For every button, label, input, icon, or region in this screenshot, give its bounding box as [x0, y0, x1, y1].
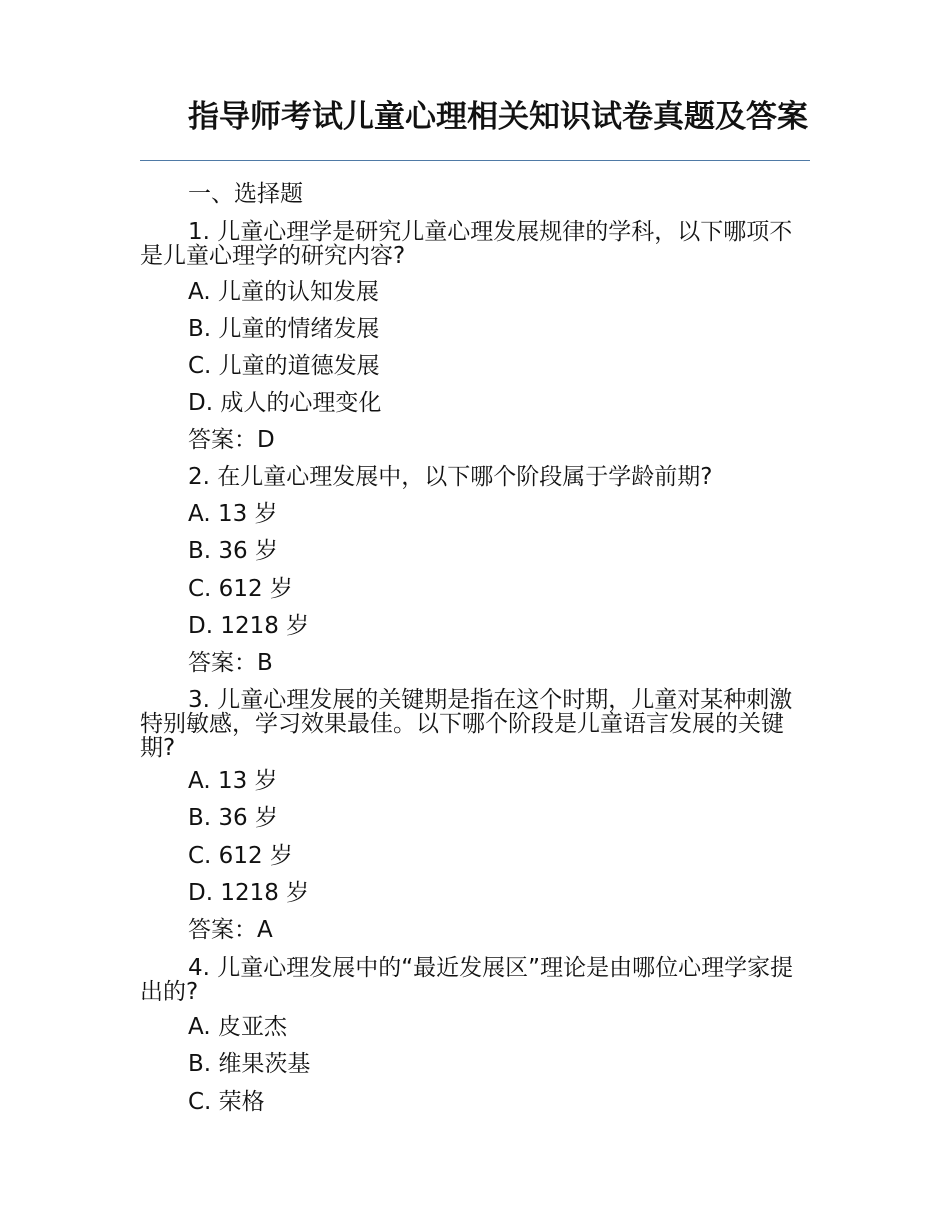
question-4-option-a: A. 皮亚杰	[188, 1014, 287, 1040]
question-2-option-a: A. 13 岁	[188, 501, 278, 527]
question-4-option-b: B. 维果茨基	[188, 1051, 311, 1077]
question-3-stem: 3. 儿童心理发展的关键期是指在这个时期，儿童对某种刺激特别敏感，学习效果最佳。以下哪个阶段是儿童语言发展的关键期?	[140, 687, 793, 761]
question-3-option-c: C. 612 岁	[188, 843, 293, 869]
question-3-option-d: D. 1218 岁	[188, 880, 310, 906]
question-1-option-c: C. 儿童的道德发展	[188, 353, 380, 379]
question-2-option-c: C. 612 岁	[188, 576, 293, 602]
question-2-stem: 2. 在儿童心理发展中，以下哪个阶段属于学龄前期?	[188, 464, 713, 490]
question-3-option-a: A. 13 岁	[188, 768, 278, 794]
question-2-answer: 答案：B	[188, 650, 273, 676]
question-1-option-b: B. 儿童的情绪发展	[188, 316, 380, 342]
question-4-stem: 4. 儿童心理发展中的“最近发展区”理论是由哪位心理学家提出的?	[140, 955, 794, 1005]
question-1-stem: 1. 儿童心理学是研究儿童心理发展规律的学科，以下哪项不是儿童心理学的研究内容?	[140, 219, 793, 269]
question-2-option-b: B. 36 岁	[188, 538, 278, 564]
question-4-option-c: C. 荣格	[188, 1089, 265, 1115]
section-heading: 一、选择题	[188, 181, 303, 207]
question-1-option-d: D. 成人的心理变化	[188, 390, 382, 416]
question-1-answer: 答案：D	[188, 427, 275, 453]
question-2-option-d: D. 1218 岁	[188, 613, 310, 639]
title-divider	[140, 160, 810, 161]
question-1-option-a: A. 儿童的认知发展	[188, 279, 379, 305]
question-3-option-b: B. 36 岁	[188, 805, 278, 831]
document-title: 指导师考试儿童心理相关知识试卷真题及答案	[188, 99, 808, 135]
question-3-answer: 答案：A	[188, 917, 273, 943]
